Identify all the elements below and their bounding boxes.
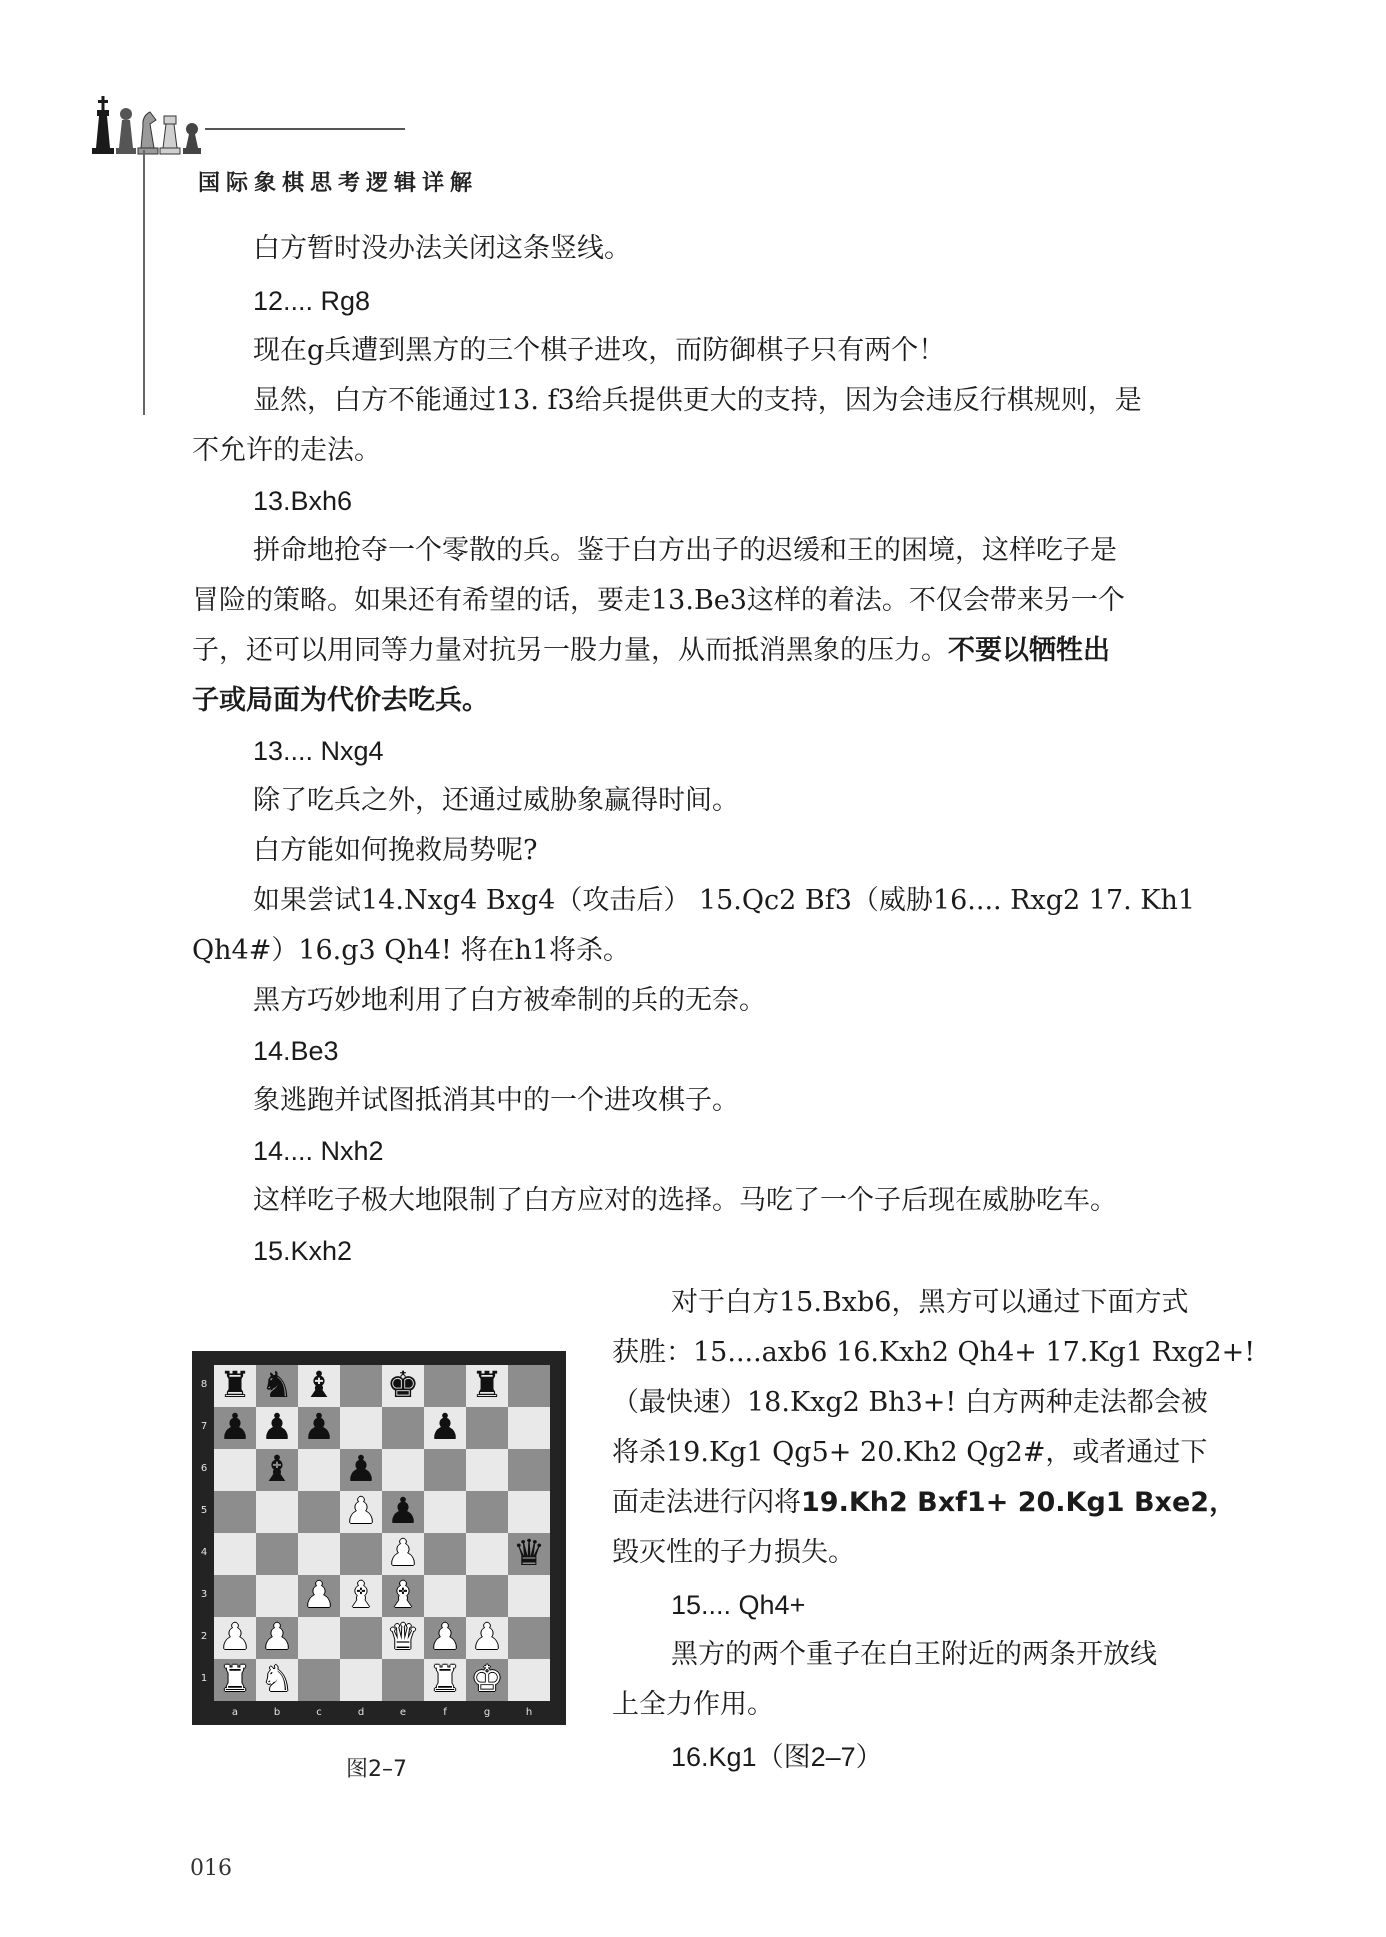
square-c7 — [298, 1407, 340, 1449]
square-e5 — [382, 1491, 424, 1533]
square-d7 — [340, 1407, 382, 1449]
paragraph-text: 白方暂时没办法关闭这条竖线。 — [253, 233, 631, 264]
move-notation: 15.... Qh4+ — [671, 1590, 806, 1620]
white-bishop-icon: ♝ — [386, 1575, 420, 1616]
square-f7 — [424, 1407, 466, 1449]
rank-label: 8 — [200, 1379, 208, 1390]
square-g6 — [466, 1449, 508, 1491]
square-f4 — [424, 1533, 466, 1575]
square-d6 — [340, 1449, 382, 1491]
square-a1 — [214, 1659, 256, 1701]
square-f5 — [424, 1491, 466, 1533]
paragraph-text: 上全力作用。 — [612, 1689, 774, 1720]
square-a4 — [214, 1533, 256, 1575]
square-h5 — [508, 1491, 550, 1533]
white-knight-icon: ♞ — [260, 1659, 294, 1700]
square-h8 — [508, 1365, 550, 1407]
square-b4 — [256, 1533, 298, 1575]
square-e7 — [382, 1407, 424, 1449]
paragraph-text: 对于白方15.Bxb6，黑方可以通过下面方式 — [671, 1287, 1189, 1318]
square-e6 — [382, 1449, 424, 1491]
paragraph-text: 拼命地抢夺一个零散的兵。鉴于白方出子的迟缓和王的困境，这样吃子是 — [253, 535, 1117, 566]
book-title: 国际象棋思考逻辑详解 — [198, 171, 479, 196]
square-a8 — [214, 1365, 256, 1407]
key-principle-text: 不要以牺牲出 — [948, 635, 1110, 666]
square-d4 — [340, 1533, 382, 1575]
square-g4 — [466, 1533, 508, 1575]
diagram-caption: 图2–7 — [346, 1757, 407, 1782]
chess-pieces-icon — [88, 86, 208, 158]
black-rook-icon: ♜ — [218, 1365, 252, 1406]
square-g8 — [466, 1365, 508, 1407]
square-e4 — [382, 1533, 424, 1575]
square-b6 — [256, 1449, 298, 1491]
file-label: a — [231, 1707, 239, 1718]
paragraph-text: （最快速）18.Kxg2 Bh3+! 白方两种走法都会被 — [612, 1387, 1208, 1418]
white-pawn-icon: ♟ — [344, 1491, 378, 1532]
paragraph-text-normal: 面走法进行闪将 — [612, 1487, 801, 1518]
square-d2 — [340, 1617, 382, 1659]
black-bishop-icon: ♝ — [302, 1365, 336, 1406]
square-c2 — [298, 1617, 340, 1659]
white-pawn-icon: ♟ — [428, 1617, 462, 1658]
file-label: f — [443, 1707, 447, 1718]
white-queen-icon: ♛ — [386, 1617, 420, 1658]
paragraph-text: 显然，白方不能通过13. f3给兵提供更大的支持，因为会违反行棋规则，是 — [253, 385, 1142, 416]
square-g3 — [466, 1575, 508, 1617]
square-g7 — [466, 1407, 508, 1449]
chess-diagram — [192, 1351, 566, 1725]
paragraph-text-normal: 子，还可以用同等力量对抗另一股力量，从而抵消黑象的压力。 — [192, 635, 948, 666]
file-label: d — [357, 1707, 365, 1718]
square-c8 — [298, 1365, 340, 1407]
square-f6 — [424, 1449, 466, 1491]
paragraph-text: 黑方的两个重子在白王附近的两条开放线 — [671, 1639, 1157, 1670]
square-b2 — [256, 1617, 298, 1659]
square-b8 — [256, 1365, 298, 1407]
black-pawn-icon: ♟ — [218, 1407, 252, 1448]
white-pawn-icon: ♟ — [470, 1617, 504, 1658]
square-e3 — [382, 1575, 424, 1617]
paragraph-text: 获胜：15....axb6 16.Kxh2 Qh4+ 17.Kg1 Rxg2+! — [612, 1337, 1256, 1368]
rank-label: 4 — [200, 1547, 208, 1558]
white-king-icon: ♚ — [470, 1659, 504, 1700]
rank-label: 3 — [200, 1589, 208, 1600]
move-notation: 13.... Nxg4 — [253, 736, 384, 766]
move-notation: 14.Be3 — [253, 1036, 339, 1066]
square-c5 — [298, 1491, 340, 1533]
file-label: h — [525, 1707, 533, 1718]
rank-label: 5 — [200, 1505, 208, 1516]
paragraph-text: 现在g兵遭到黑方的三个棋子进攻，而防御棋子只有两个！ — [253, 335, 946, 366]
white-pawn-icon: ♟ — [386, 1533, 420, 1574]
square-g1 — [466, 1659, 508, 1701]
square-c4 — [298, 1533, 340, 1575]
file-label: g — [483, 1707, 491, 1718]
white-bishop-icon: ♝ — [344, 1575, 378, 1616]
square-g5 — [466, 1491, 508, 1533]
white-rook-icon: ♜ — [428, 1659, 462, 1700]
black-pawn-icon: ♟ — [302, 1407, 336, 1448]
square-h1 — [508, 1659, 550, 1701]
square-f3 — [424, 1575, 466, 1617]
square-a3 — [214, 1575, 256, 1617]
black-bishop-icon: ♝ — [260, 1449, 294, 1490]
file-label: e — [399, 1707, 407, 1718]
margin-rule — [143, 150, 145, 415]
square-h3 — [508, 1575, 550, 1617]
square-d8 — [340, 1365, 382, 1407]
square-b3 — [256, 1575, 298, 1617]
square-a2 — [214, 1617, 256, 1659]
white-pawn-icon: ♟ — [302, 1575, 336, 1616]
rank-label: 2 — [200, 1631, 208, 1642]
paragraph-text: 毁灭性的子力损失。 — [612, 1537, 855, 1568]
square-d3 — [340, 1575, 382, 1617]
move-notation: 14.... Nxh2 — [253, 1136, 384, 1166]
square-b1 — [256, 1659, 298, 1701]
square-c6 — [298, 1449, 340, 1491]
page-number: 016 — [190, 1856, 232, 1881]
paragraph-text: 这样吃子极大地限制了白方应对的选择。马吃了一个子后现在威胁吃车。 — [253, 1185, 1117, 1216]
square-f2 — [424, 1617, 466, 1659]
paragraph-text — [192, 626, 1110, 676]
square-d1 — [340, 1659, 382, 1701]
square-a5 — [214, 1491, 256, 1533]
square-a7 — [214, 1407, 256, 1449]
paragraph-text: 如果尝试14.Nxg4 Bxg4（攻击后） 15.Qc2 Bf3（威胁16.... Rxg2 17. Kh1 — [253, 885, 1196, 916]
square-b5 — [256, 1491, 298, 1533]
white-pawn-icon: ♟ — [218, 1617, 252, 1658]
black-pawn-icon: ♟ — [428, 1407, 462, 1448]
paragraph-text — [612, 1478, 1236, 1528]
square-h7 — [508, 1407, 550, 1449]
file-label: b — [273, 1707, 281, 1718]
move-notation: 13.Bxh6 — [253, 486, 353, 516]
square-a6 — [214, 1449, 256, 1491]
rank-label: 1 — [200, 1673, 208, 1684]
paragraph-text: 除了吃兵之外，还通过威胁象赢得时间。 — [253, 785, 739, 816]
square-h2 — [508, 1617, 550, 1659]
black-king-icon: ♚ — [386, 1365, 420, 1406]
black-rook-icon: ♜ — [470, 1365, 504, 1406]
square-b7 — [256, 1407, 298, 1449]
move-notation: 12.... Rg8 — [253, 286, 371, 316]
paragraph-text: 白方能如何挽救局势呢? — [253, 835, 538, 866]
square-c1 — [298, 1659, 340, 1701]
paragraph-text: 黑方巧妙地利用了白方被牵制的兵的无奈。 — [253, 985, 766, 1016]
white-pawn-icon: ♟ — [260, 1617, 294, 1658]
square-d5 — [340, 1491, 382, 1533]
square-e8 — [382, 1365, 424, 1407]
square-g2 — [466, 1617, 508, 1659]
header-rule — [205, 128, 405, 130]
square-h4 — [508, 1533, 550, 1575]
paragraph-text: Qh4#）16.g3 Qh4! 将在h1将杀。 — [192, 935, 631, 966]
key-principle-text: 子或局面为代价去吃兵。 — [192, 685, 489, 716]
square-h6 — [508, 1449, 550, 1491]
paragraph-text: 象逃跑并试图抵消其中的一个进攻棋子。 — [253, 1085, 739, 1116]
square-e1 — [382, 1659, 424, 1701]
paragraph-text: 将杀19.Kg1 Qg5+ 20.Kh2 Qg2#，或者通过下 — [612, 1437, 1208, 1468]
black-queen-icon: ♛ — [512, 1533, 546, 1574]
white-rook-icon: ♜ — [218, 1659, 252, 1700]
square-e2 — [382, 1617, 424, 1659]
rank-label: 6 — [200, 1463, 208, 1474]
black-knight-icon: ♞ — [260, 1365, 294, 1406]
paragraph-text: 冒险的策略。如果还有希望的话，要走13.Be3这样的着法。不仅会带来另一个 — [192, 585, 1125, 616]
square-c3 — [298, 1575, 340, 1617]
move-notation: 15.Kxh2 — [253, 1236, 353, 1266]
file-label: c — [316, 1707, 322, 1718]
move-notation: 16.Kg1（图2–7） — [671, 1742, 883, 1772]
chessboard — [214, 1365, 550, 1701]
black-pawn-icon: ♟ — [260, 1407, 294, 1448]
square-f8 — [424, 1365, 466, 1407]
rank-label: 7 — [200, 1421, 208, 1432]
move-notation: 19.Kh2 Bxf1+ 20.Kg1 Bxe2， — [801, 1487, 1237, 1518]
paragraph-text: 不允许的走法。 — [192, 435, 381, 466]
black-pawn-icon: ♟ — [386, 1491, 420, 1532]
square-f1 — [424, 1659, 466, 1701]
black-pawn-icon: ♟ — [344, 1449, 378, 1490]
